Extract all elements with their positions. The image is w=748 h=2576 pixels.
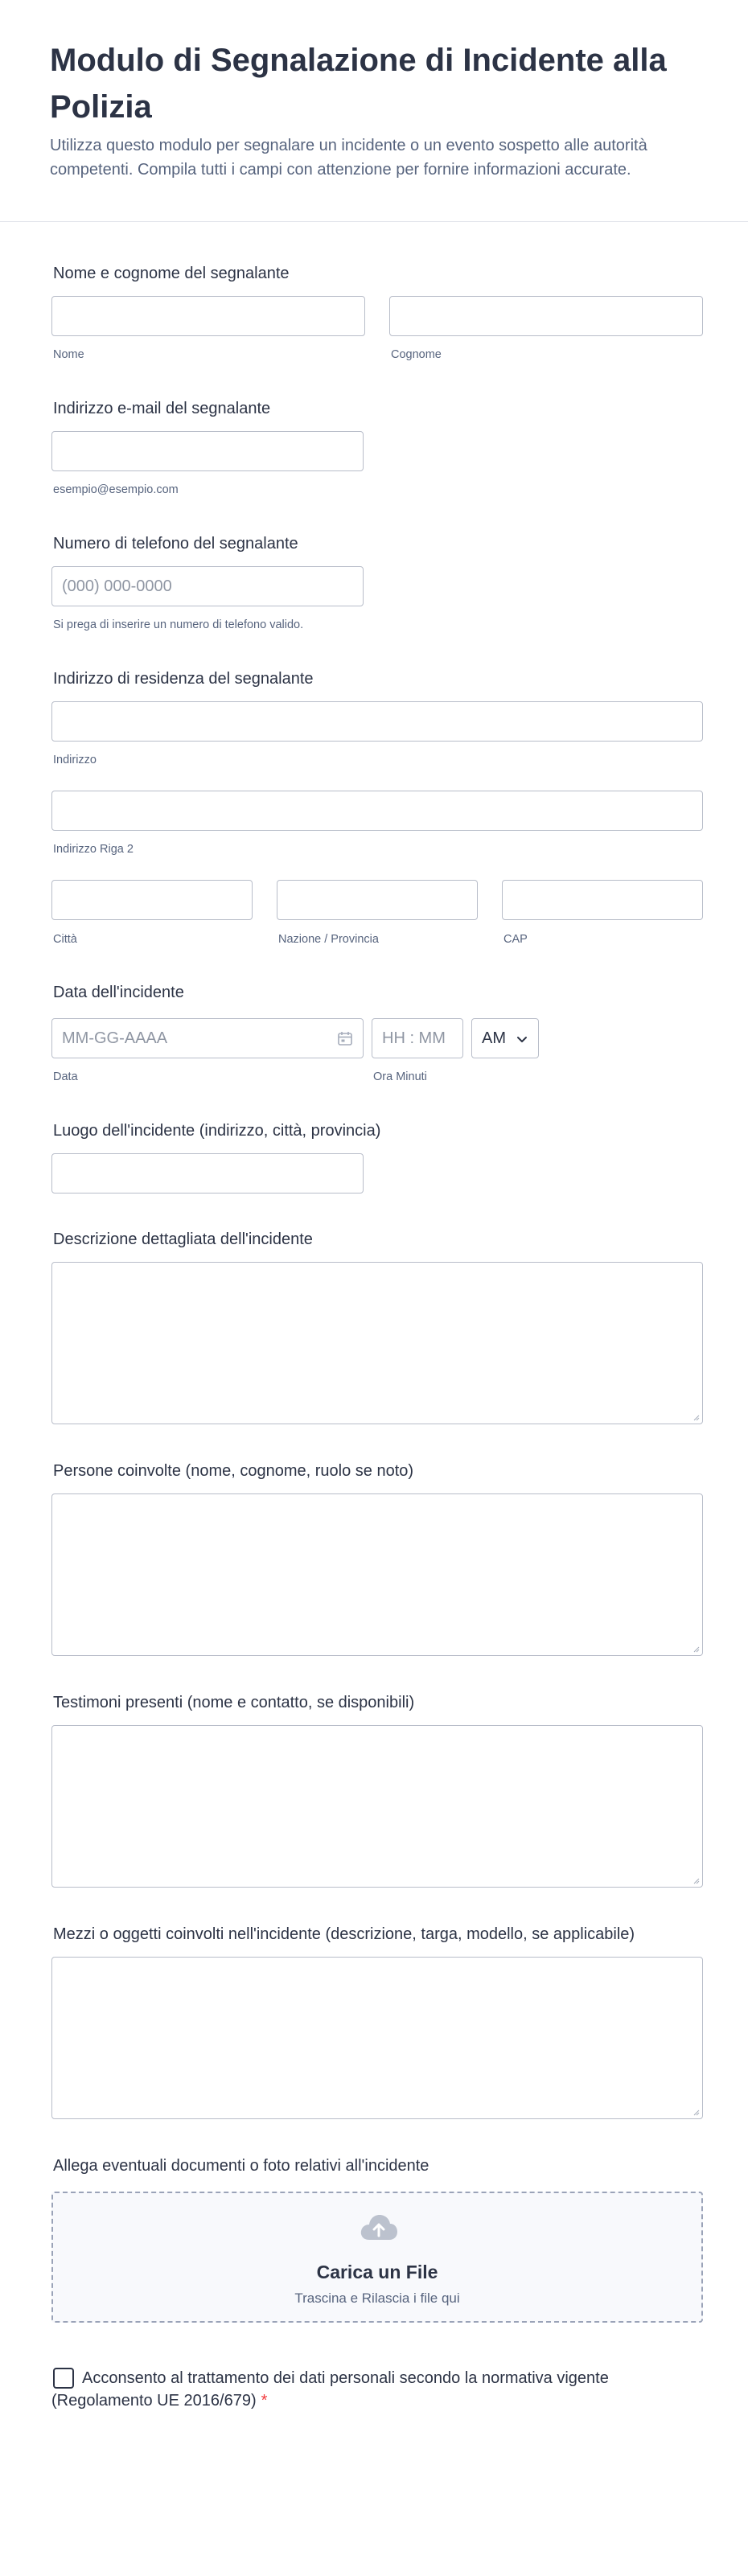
email-input[interactable] [51, 431, 364, 471]
address-line1-sublabel: Indirizzo [53, 754, 97, 766]
resize-handle-icon[interactable] [692, 1413, 700, 1421]
form-subtitle: Utilizza questo modulo per segnalare un incidente o un evento sospetto alle autorità competenti. Compila tutti i campi con attenzione per fornire informazioni accurate. [50, 137, 647, 179]
vehicles-label: Mezzi o oggetti coinvolti nell'incidente (descrizione, targa, modello, se applicabile) [53, 1925, 635, 1943]
description-label: Descrizione dettagliata dell'incidente [53, 1230, 313, 1248]
last-name-sublabel: Cognome [391, 348, 442, 361]
name-label: Nome e cognome del segnalante [53, 265, 290, 282]
time-input[interactable]: HH : MM [372, 1018, 463, 1058]
email-label: Indirizzo e-mail del segnalante [53, 400, 271, 417]
resize-handle-icon[interactable] [692, 1645, 700, 1653]
consent-text: Acconsento al trattamento dei dati personali secondo la normativa vigente (Regolamento UE 2016/679) [51, 2369, 609, 2410]
time-sublabel: Ora Minuti [373, 1070, 427, 1083]
date-input[interactable] [51, 1018, 364, 1058]
consent-label[interactable] [51, 2367, 614, 2412]
phone-input[interactable]: (000) 000-0000 [51, 566, 364, 606]
ampm-select[interactable] [471, 1018, 539, 1058]
file-upload-dropzone[interactable] [51, 2192, 703, 2323]
required-mark: * [261, 2392, 268, 2410]
city-sublabel: Città [53, 933, 77, 946]
first-name-input[interactable] [51, 296, 365, 336]
upload-title: Carica un File [316, 2262, 438, 2282]
location-input[interactable] [51, 1153, 364, 1194]
description-textarea[interactable] [51, 1262, 703, 1424]
upload-subtitle: Trascina e Rilascia i file qui [294, 2290, 460, 2306]
location-label: Luogo dell'incidente (indirizzo, città, provincia) [53, 1122, 381, 1140]
state-sublabel: Nazione / Provincia [278, 933, 379, 946]
address-line2-input[interactable] [51, 791, 703, 831]
form-title: Modulo di Segnalazione di Incidente alla Polizia [50, 43, 667, 125]
resize-handle-icon[interactable] [692, 2108, 700, 2116]
calendar-icon[interactable] [337, 1030, 353, 1046]
email-sublabel: esempio@esempio.com [53, 483, 179, 496]
ampm-value: AM [482, 1029, 506, 1047]
first-name-sublabel: Nome [53, 348, 84, 361]
people-label: Persone coinvolte (nome, cognome, ruolo se noto) [53, 1462, 414, 1480]
date-sublabel: Data [53, 1070, 78, 1083]
date-placeholder: MM-GG-AAAA [62, 1029, 168, 1047]
state-input[interactable] [277, 880, 478, 920]
form-header [0, 0, 748, 222]
upload-label: Allega eventuali documenti o foto relativi all'incidente [53, 2157, 429, 2175]
phone-sublabel: Si prega di inserire un numero di telefono valido. [53, 618, 304, 631]
phone-label: Numero di telefono del segnalante [53, 535, 298, 553]
date-label: Data dell'incidente [53, 984, 184, 1001]
address-line2-sublabel: Indirizzo Riga 2 [53, 843, 134, 856]
city-input[interactable] [51, 880, 253, 920]
resize-handle-icon[interactable] [692, 1876, 700, 1884]
witnesses-textarea[interactable] [51, 1725, 703, 1888]
people-textarea[interactable] [51, 1493, 703, 1656]
last-name-input[interactable] [389, 296, 703, 336]
zip-sublabel: CAP [503, 933, 528, 946]
zip-input[interactable] [502, 880, 703, 920]
address-label: Indirizzo di residenza del segnalante [53, 670, 314, 688]
address-line1-input[interactable] [51, 701, 703, 742]
cloud-upload-icon [359, 2212, 399, 2241]
chevron-down-icon [516, 1033, 528, 1046]
vehicles-textarea[interactable] [51, 1957, 703, 2119]
witnesses-label: Testimoni presenti (nome e contatto, se disponibili) [53, 1694, 415, 1711]
